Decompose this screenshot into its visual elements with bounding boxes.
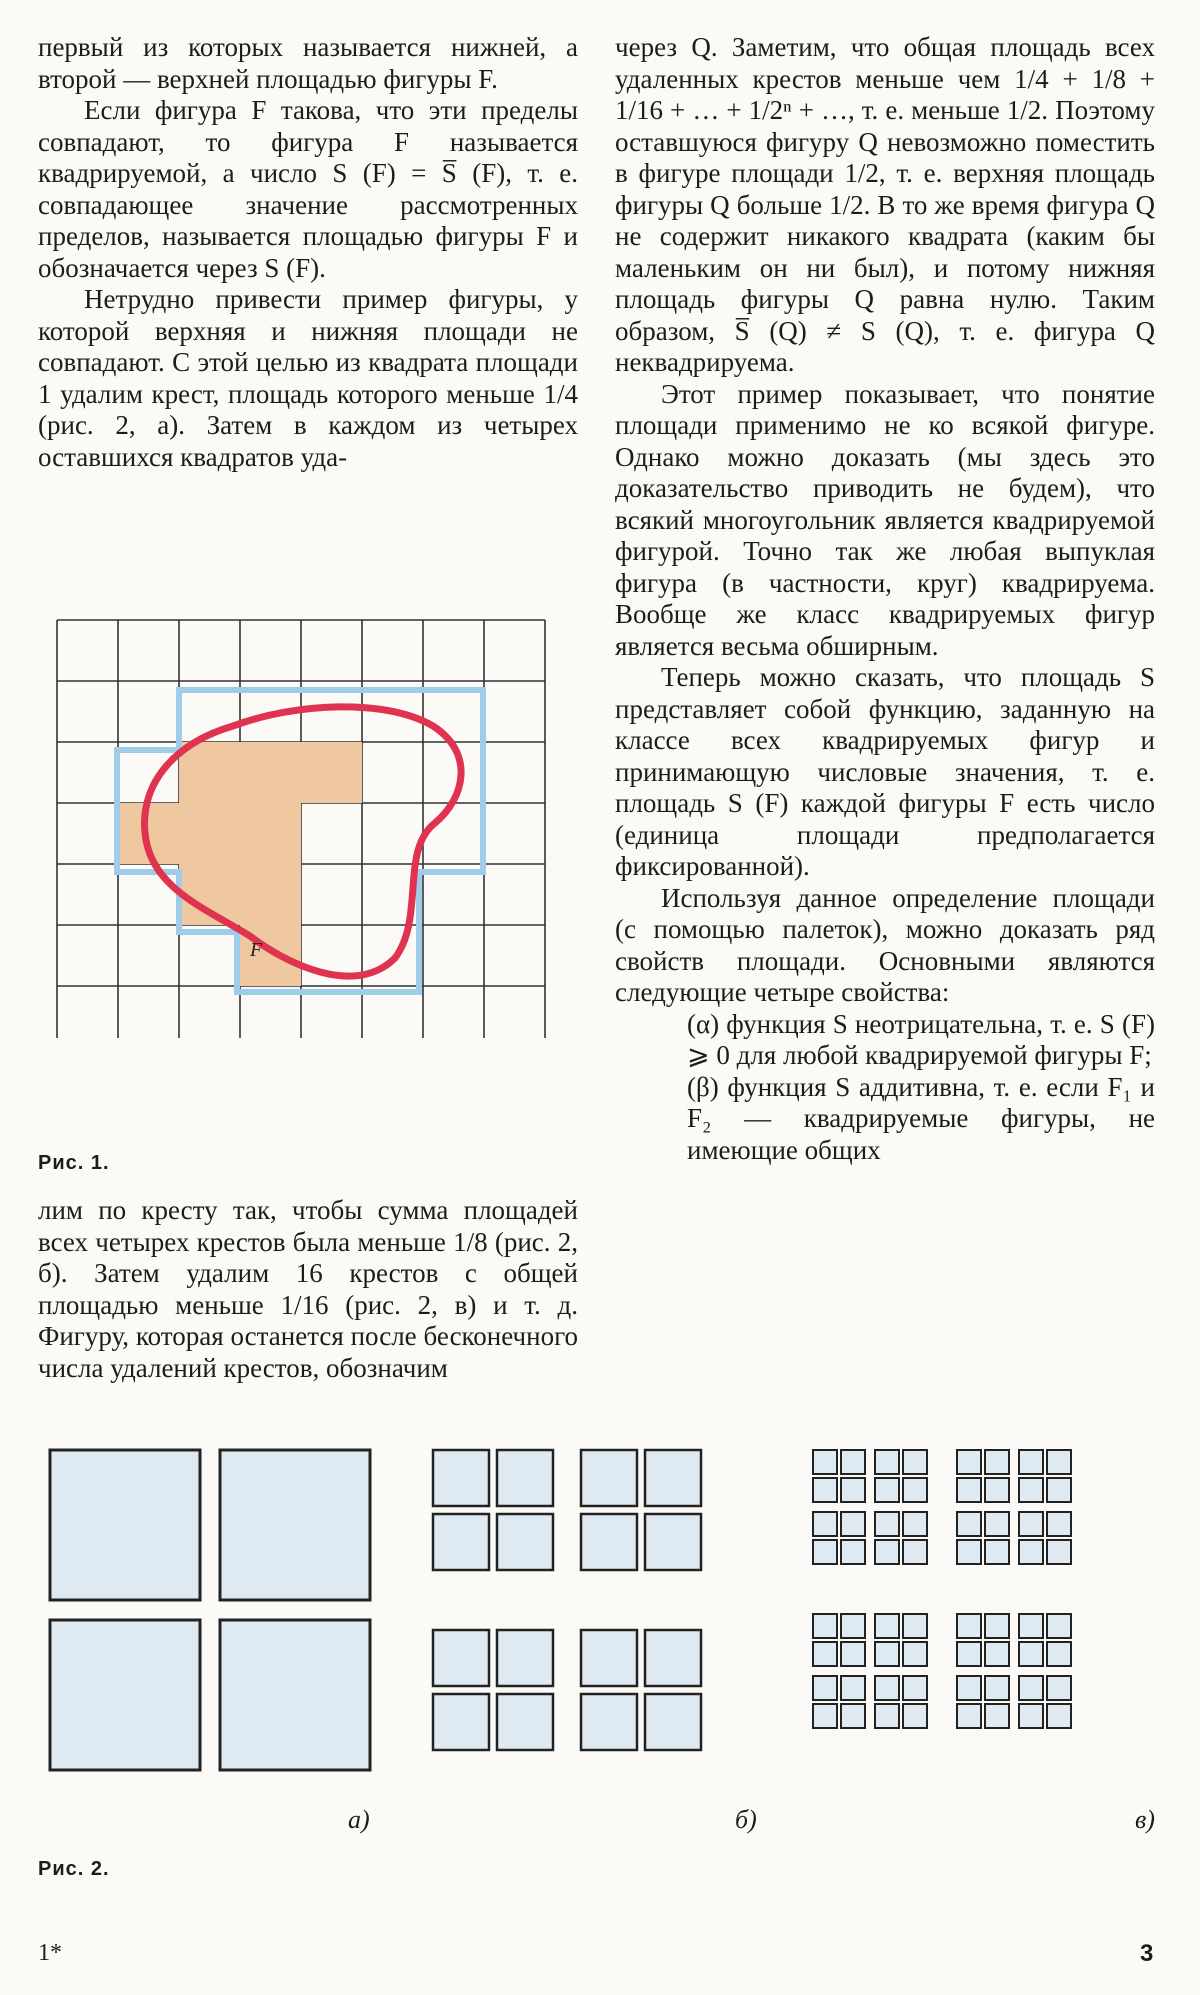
square (1047, 1478, 1071, 1502)
square (957, 1704, 981, 1728)
square (1019, 1540, 1043, 1564)
square (875, 1614, 899, 1638)
square (497, 1450, 553, 1506)
square (903, 1676, 927, 1700)
square (220, 1620, 370, 1770)
square (841, 1642, 865, 1666)
square (813, 1642, 837, 1666)
square (581, 1630, 637, 1686)
paragraph: Нетрудно привести пример фигуры, у которой верхняя и нижняя площади не совпадают. С этой целью из квадрата площади 1 удалим крест, площадь которого меньше 1/4 (рис. 2, а). Затем в каждом из четырех оставшихся квадратов уда- (38, 284, 578, 472)
grid-cell-filled (240, 864, 301, 925)
square (875, 1642, 899, 1666)
figure-2b (433, 1450, 701, 1750)
square (813, 1450, 837, 1474)
figure-2a-label: а) (348, 1805, 370, 1834)
square (903, 1614, 927, 1638)
square (433, 1514, 489, 1570)
square (903, 1540, 927, 1564)
square (957, 1512, 981, 1536)
square (841, 1450, 865, 1474)
square (813, 1478, 837, 1502)
square (957, 1450, 981, 1474)
square (813, 1704, 837, 1728)
square (497, 1694, 553, 1750)
paragraph: Используя данное определение площади (с помощью палеток), можно доказать ряд свойств площади. Основными являются следующие четыре свойства: (615, 882, 1155, 1007)
square (813, 1540, 837, 1564)
square (50, 1620, 200, 1770)
grid-cell-filled (179, 742, 240, 803)
square (903, 1512, 927, 1536)
square (1047, 1704, 1071, 1728)
left-column-top (38, 32, 578, 473)
grid-cell-filled (240, 742, 301, 803)
square (985, 1478, 1009, 1502)
right-column (615, 32, 1155, 1166)
square (813, 1512, 837, 1536)
square (645, 1514, 701, 1570)
figure-2b-label: б) (735, 1805, 757, 1834)
square (841, 1676, 865, 1700)
figure-1 (55, 618, 575, 1038)
left-column-bottom (38, 1195, 578, 1384)
grid-cell-filled (301, 742, 362, 803)
square (497, 1514, 553, 1570)
grid-cell-filled (179, 803, 240, 864)
paragraph: первый из которых называется нижней, а второй — верхней площадью фигуры F. (38, 32, 578, 94)
square (841, 1478, 865, 1502)
square (1047, 1540, 1071, 1564)
square (645, 1450, 701, 1506)
square (957, 1676, 981, 1700)
square (433, 1450, 489, 1506)
square (1019, 1478, 1043, 1502)
figure-2a (50, 1450, 370, 1770)
paragraph: лим по кресту так, чтобы сумма площадей всех четырех крестов была меньше 1/8 (рис. 2, б). Затем удалим 16 крестов с общей площадью меньше 1/16 (рис. 2, в) и т. д. Фигуру, которая останется после бесконечного числа удалений крестов, обозначим (38, 1195, 578, 1383)
square (957, 1478, 981, 1502)
square (581, 1450, 637, 1506)
paragraph: Этот пример показывает, что понятие площади применимо не ко всякой фигуре. Однако можно доказать (мы здесь это доказательство приводить не будем), что всякий многоугольник является квадрируемой фигурой. Точно так же любая выпуклая фигура (в частности, круг) квадрируема. Вообще же класс квадрируемых фигур является весьма обширным. (615, 378, 1155, 661)
square (581, 1514, 637, 1570)
square (1047, 1450, 1071, 1474)
square (957, 1614, 981, 1638)
square (1019, 1614, 1043, 1638)
square (813, 1614, 837, 1638)
square (433, 1630, 489, 1686)
paragraph: Теперь можно сказать, что площадь S представляет собой функцию, заданную на классе всех квадрируемых фигур и принимающую числовые значения, т. е. площадь S (F) каждой фигуры F есть число (единица площади предполагается фиксированной). (615, 662, 1155, 881)
square (985, 1704, 1009, 1728)
square (1019, 1704, 1043, 1728)
square (957, 1642, 981, 1666)
square (875, 1540, 899, 1564)
square (813, 1676, 837, 1700)
figure-2 (45, 1445, 1175, 1795)
square (903, 1642, 927, 1666)
square (875, 1450, 899, 1474)
square (581, 1694, 637, 1750)
square (841, 1540, 865, 1564)
square (985, 1676, 1009, 1700)
figure-2c (813, 1450, 1071, 1728)
square (497, 1630, 553, 1686)
list-item: (α) функция S неотрицательна, т. е. S (F) ⩾ 0 для любой квадрируемой фигуры F; (687, 1008, 1155, 1070)
square (875, 1676, 899, 1700)
square (1047, 1642, 1071, 1666)
square (875, 1704, 899, 1728)
figure-2c-label: в) (1135, 1805, 1155, 1834)
square (875, 1512, 899, 1536)
square (1019, 1512, 1043, 1536)
square (50, 1450, 200, 1600)
square (841, 1512, 865, 1536)
figure-1-caption: Рис. 1. (38, 1152, 110, 1174)
square (841, 1704, 865, 1728)
square (220, 1450, 370, 1600)
square (1047, 1614, 1071, 1638)
square (1019, 1450, 1043, 1474)
square (903, 1478, 927, 1502)
square (903, 1704, 927, 1728)
square (985, 1512, 1009, 1536)
square (645, 1630, 701, 1686)
square (875, 1478, 899, 1502)
square (841, 1614, 865, 1638)
signature-mark: 1* (38, 1940, 62, 1966)
square (985, 1450, 1009, 1474)
paragraph: через Q. Заметим, что общая площадь всех удаленных крестов меньше чем 1/4 + 1/8 + 1/16 + … + 1/2ⁿ + …, т. е. меньше 1/2. Поэтому оставшуюся фигуру Q невозможно поместить в фигуре площади 1/2, т. е. верхняя площадь фигуры Q больше 1/2. В то же время фигура Q не содержит никакого квадрата (каким бы маленьким он ни был), и потому нижняя площадь фигуры Q равна нулю. Таким образом, S̅ (Q) ≠ S (Q), т. е. фигура Q неквадрируема. (615, 32, 1155, 377)
grid-cell-filled (240, 803, 301, 864)
square (985, 1642, 1009, 1666)
square (433, 1694, 489, 1750)
square (1047, 1676, 1071, 1700)
paragraph: Если фигура F такова, что эти пределы совпадают, то фигура F называется квадрируемой, а число S (F) = S̅ (F), т. е. совпадающее значение рассмотренных пределов, называется площадью фигуры F и обозначается через S (F). (38, 95, 578, 283)
square (1019, 1676, 1043, 1700)
list-item: (β) функция S аддитивна, т. е. если F₁ и F₂ — квадрируемые фигуры, не имеющие общих (687, 1071, 1155, 1165)
square (903, 1450, 927, 1474)
square (1019, 1642, 1043, 1666)
figure-2-caption: Рис. 2. (38, 1858, 110, 1880)
square (985, 1540, 1009, 1564)
page-number: 3 (1140, 1940, 1154, 1967)
figure-label-f: F (250, 939, 263, 961)
square (1047, 1512, 1071, 1536)
square (645, 1694, 701, 1750)
square (985, 1614, 1009, 1638)
square (957, 1540, 981, 1564)
